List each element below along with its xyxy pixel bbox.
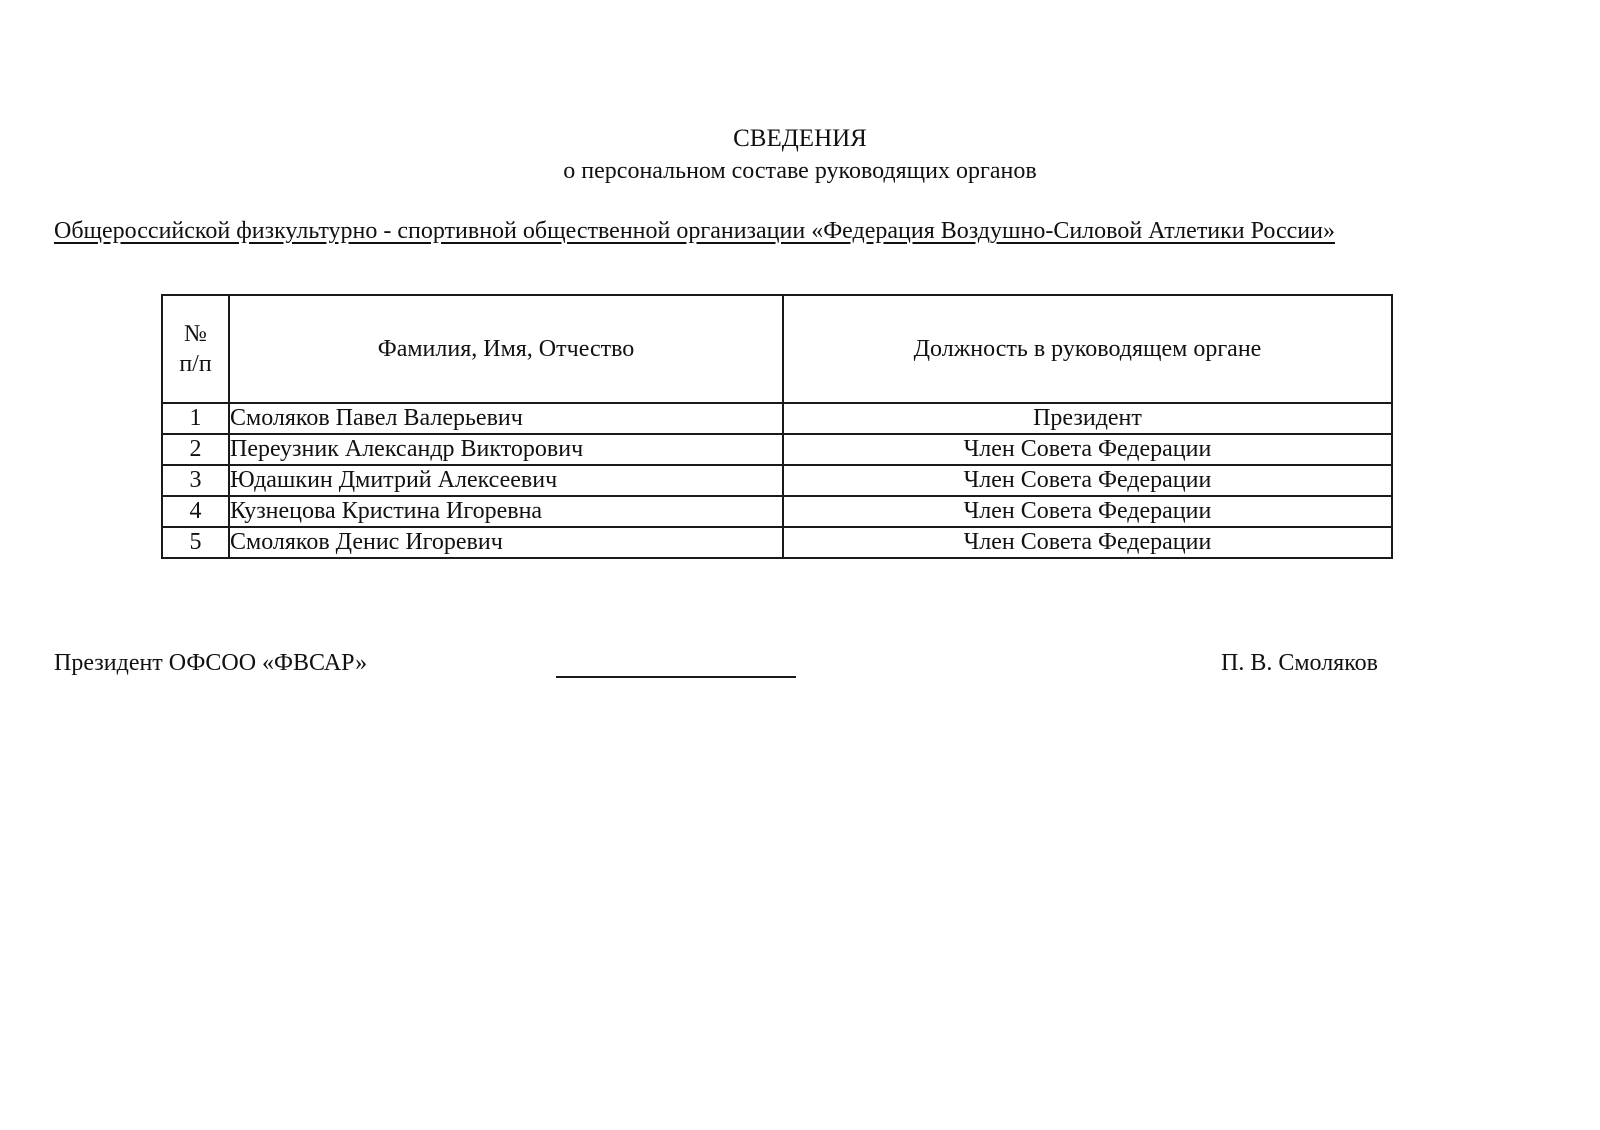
table-header bbox=[162, 295, 1392, 403]
row-position: Член Совета Федерации bbox=[783, 527, 1392, 558]
table-row bbox=[162, 465, 1392, 496]
table-row bbox=[162, 496, 1392, 527]
table-body bbox=[162, 403, 1392, 558]
row-name: Кузнецова Кристина Игоревна bbox=[229, 496, 783, 527]
row-number: 5 bbox=[162, 527, 229, 558]
row-position: Президент bbox=[783, 403, 1392, 434]
row-name: Смоляков Павел Валерьевич bbox=[229, 403, 783, 434]
signature-line bbox=[556, 676, 796, 678]
row-number: 3 bbox=[162, 465, 229, 496]
staff-table bbox=[161, 294, 1393, 559]
row-position: Член Совета Федерации bbox=[783, 496, 1392, 527]
row-position: Член Совета Федерации bbox=[783, 465, 1392, 496]
table-row bbox=[162, 403, 1392, 434]
header-name: Фамилия, Имя, Отчество bbox=[229, 295, 783, 403]
table-row bbox=[162, 434, 1392, 465]
organization-name: Общероссийской физкультурно - спортивной общественной организации «Федерация Воздушно-Силовой Атлетики России» bbox=[54, 218, 1335, 244]
row-position: Член Совета Федерации bbox=[783, 434, 1392, 465]
header-number-line1: № bbox=[184, 321, 207, 347]
signatory-name: П. В. Смоляков bbox=[1220, 650, 1378, 676]
header-row bbox=[162, 295, 1392, 403]
document-title: СВЕДЕНИЯ bbox=[733, 125, 867, 152]
header-position: Должность в руководящем органе bbox=[783, 295, 1392, 403]
row-number: 2 bbox=[162, 434, 229, 465]
row-name: Смоляков Денис Игоревич bbox=[229, 527, 783, 558]
row-number: 1 bbox=[162, 403, 229, 434]
row-name: Юдашкин Дмитрий Алексеевич bbox=[229, 465, 783, 496]
document-subtitle: о персональном составе руководящих органов bbox=[563, 158, 1037, 184]
row-number: 4 bbox=[162, 496, 229, 527]
signatory-role: Президент ОФСОО «ФВСАР» bbox=[54, 650, 368, 676]
header-number bbox=[162, 295, 229, 403]
row-name: Переузник Александр Викторович bbox=[229, 434, 783, 465]
header-number-line2: п/п bbox=[179, 351, 212, 377]
table-row bbox=[162, 527, 1392, 558]
